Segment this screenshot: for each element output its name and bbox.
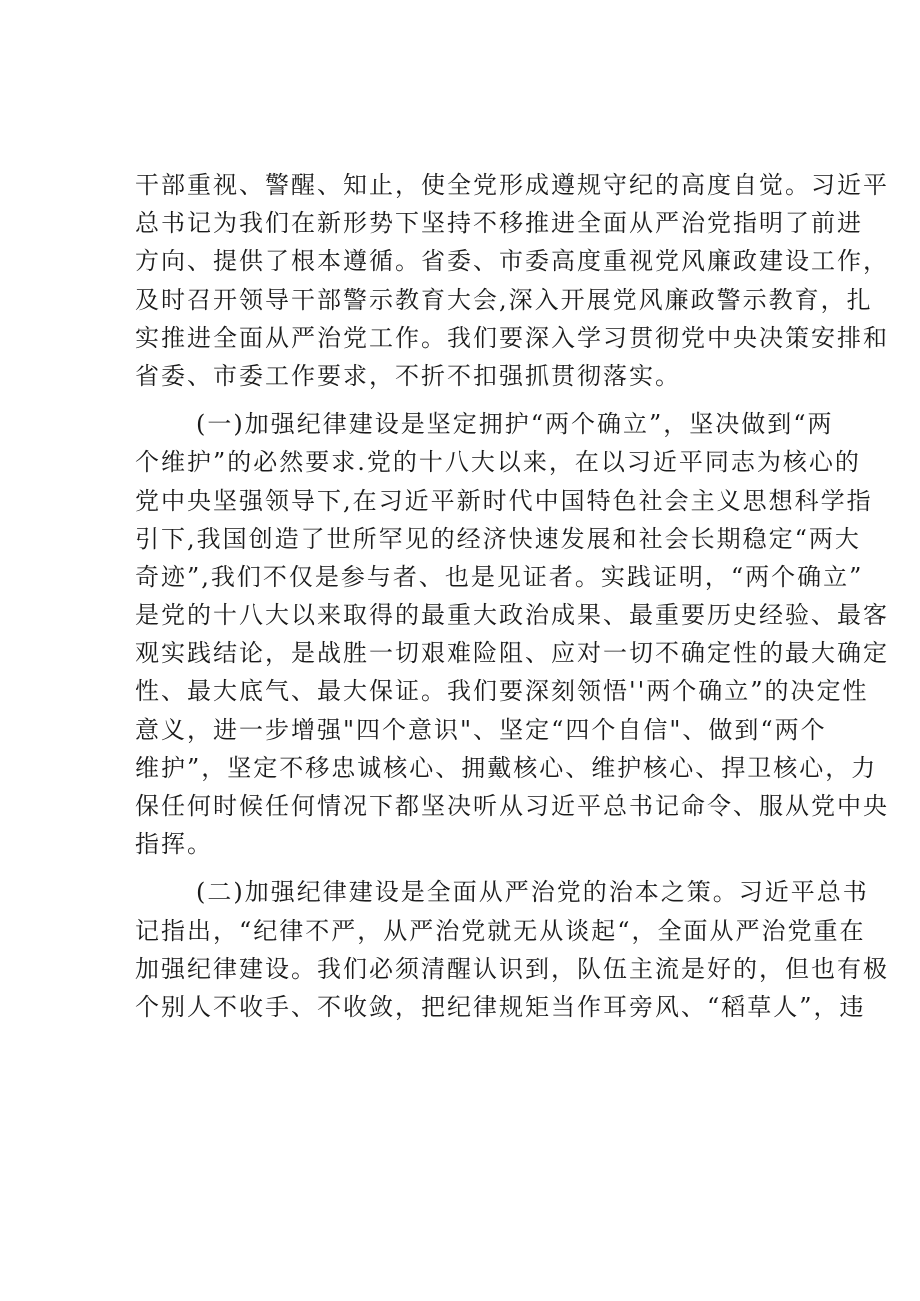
text-line: 总书记为我们在新形势下坚持不移推进全面从严治党指明了前进	[135, 209, 863, 238]
text-line: 奇迹”,我们不仅是参与者、也是见证者。实践证明，“两个确立”	[135, 562, 864, 591]
text-line: 个维护”的必然要求.党的十八大以来，在以习近平同志为核心的	[135, 448, 861, 477]
text-line: 及时召开领导干部警示教育大会,深入开展党风廉政警示教育，扎	[135, 285, 873, 314]
paragraph-intro	[135, 166, 889, 395]
text-line: 实推进全面从严治党工作。我们要深入学习贯彻党中央决策安排和	[135, 323, 889, 352]
paragraph-section-2	[135, 873, 889, 1026]
text-line: 性、最大底气、最大保证。我们要深刻领悟''两个确立”的决定性	[135, 677, 869, 706]
text-line: 维护”，坚定不移忠诚核心、拥戴核心、维护核心、捍卫核心，力	[135, 753, 878, 782]
text-line: 指挥。	[135, 830, 213, 859]
text-line: 记指出，“纪律不严，从严治党就无从谈起“，全面从严治党重在	[135, 916, 866, 945]
text-line: 保任何时候任何情况下都坚决听从习近平总书记命令、服从党中央	[135, 792, 889, 820]
text-line: 加强纪律建设。我们必须清醒认识到，队伍主流是好的，但也有极	[135, 954, 889, 983]
text-line: 方向、提供了根本遵循。省委、市委高度重视党风廉政建设工作，	[135, 247, 889, 276]
text-line: 干部重视、警醒、知止，使全党形成遵规守纪的高度自觉。习近平	[135, 171, 889, 199]
section-heading-line: (一)加强纪律建设是坚定拥护“两个确立”，坚决做到“两	[196, 410, 834, 439]
paragraph-section-1	[135, 405, 889, 863]
text-line: 党中央坚强领导下,在习近平新时代中国特色社会主义思想科学指	[135, 486, 873, 515]
text-line: 是党的十八大以来取得的最重大政治成果、最重要历史经验、最客	[135, 601, 889, 630]
document-body	[135, 166, 889, 1026]
text-line: 省委、市委工作要求，不折不扣强抓贯彻落实。	[135, 361, 681, 390]
text-line: 个别人不收手、不收敛，把纪律规矩当作耳旁风、“稻草人”，违	[135, 992, 866, 1021]
text-line: 引下,我国创造了世所罕见的经济快速发展和社会长期稳定“两大	[135, 524, 861, 553]
text-line: 观实践结论，是战胜一切艰难险阻、应对一切不确定性的最大确定	[135, 639, 889, 668]
section-heading-line: (二)加强纪律建设是全面从严治党的治本之策。习近平总书	[196, 878, 869, 907]
text-line: 意义，进一步增强"四个意识"、坚定“四个自信"、做到“两个	[135, 715, 827, 744]
